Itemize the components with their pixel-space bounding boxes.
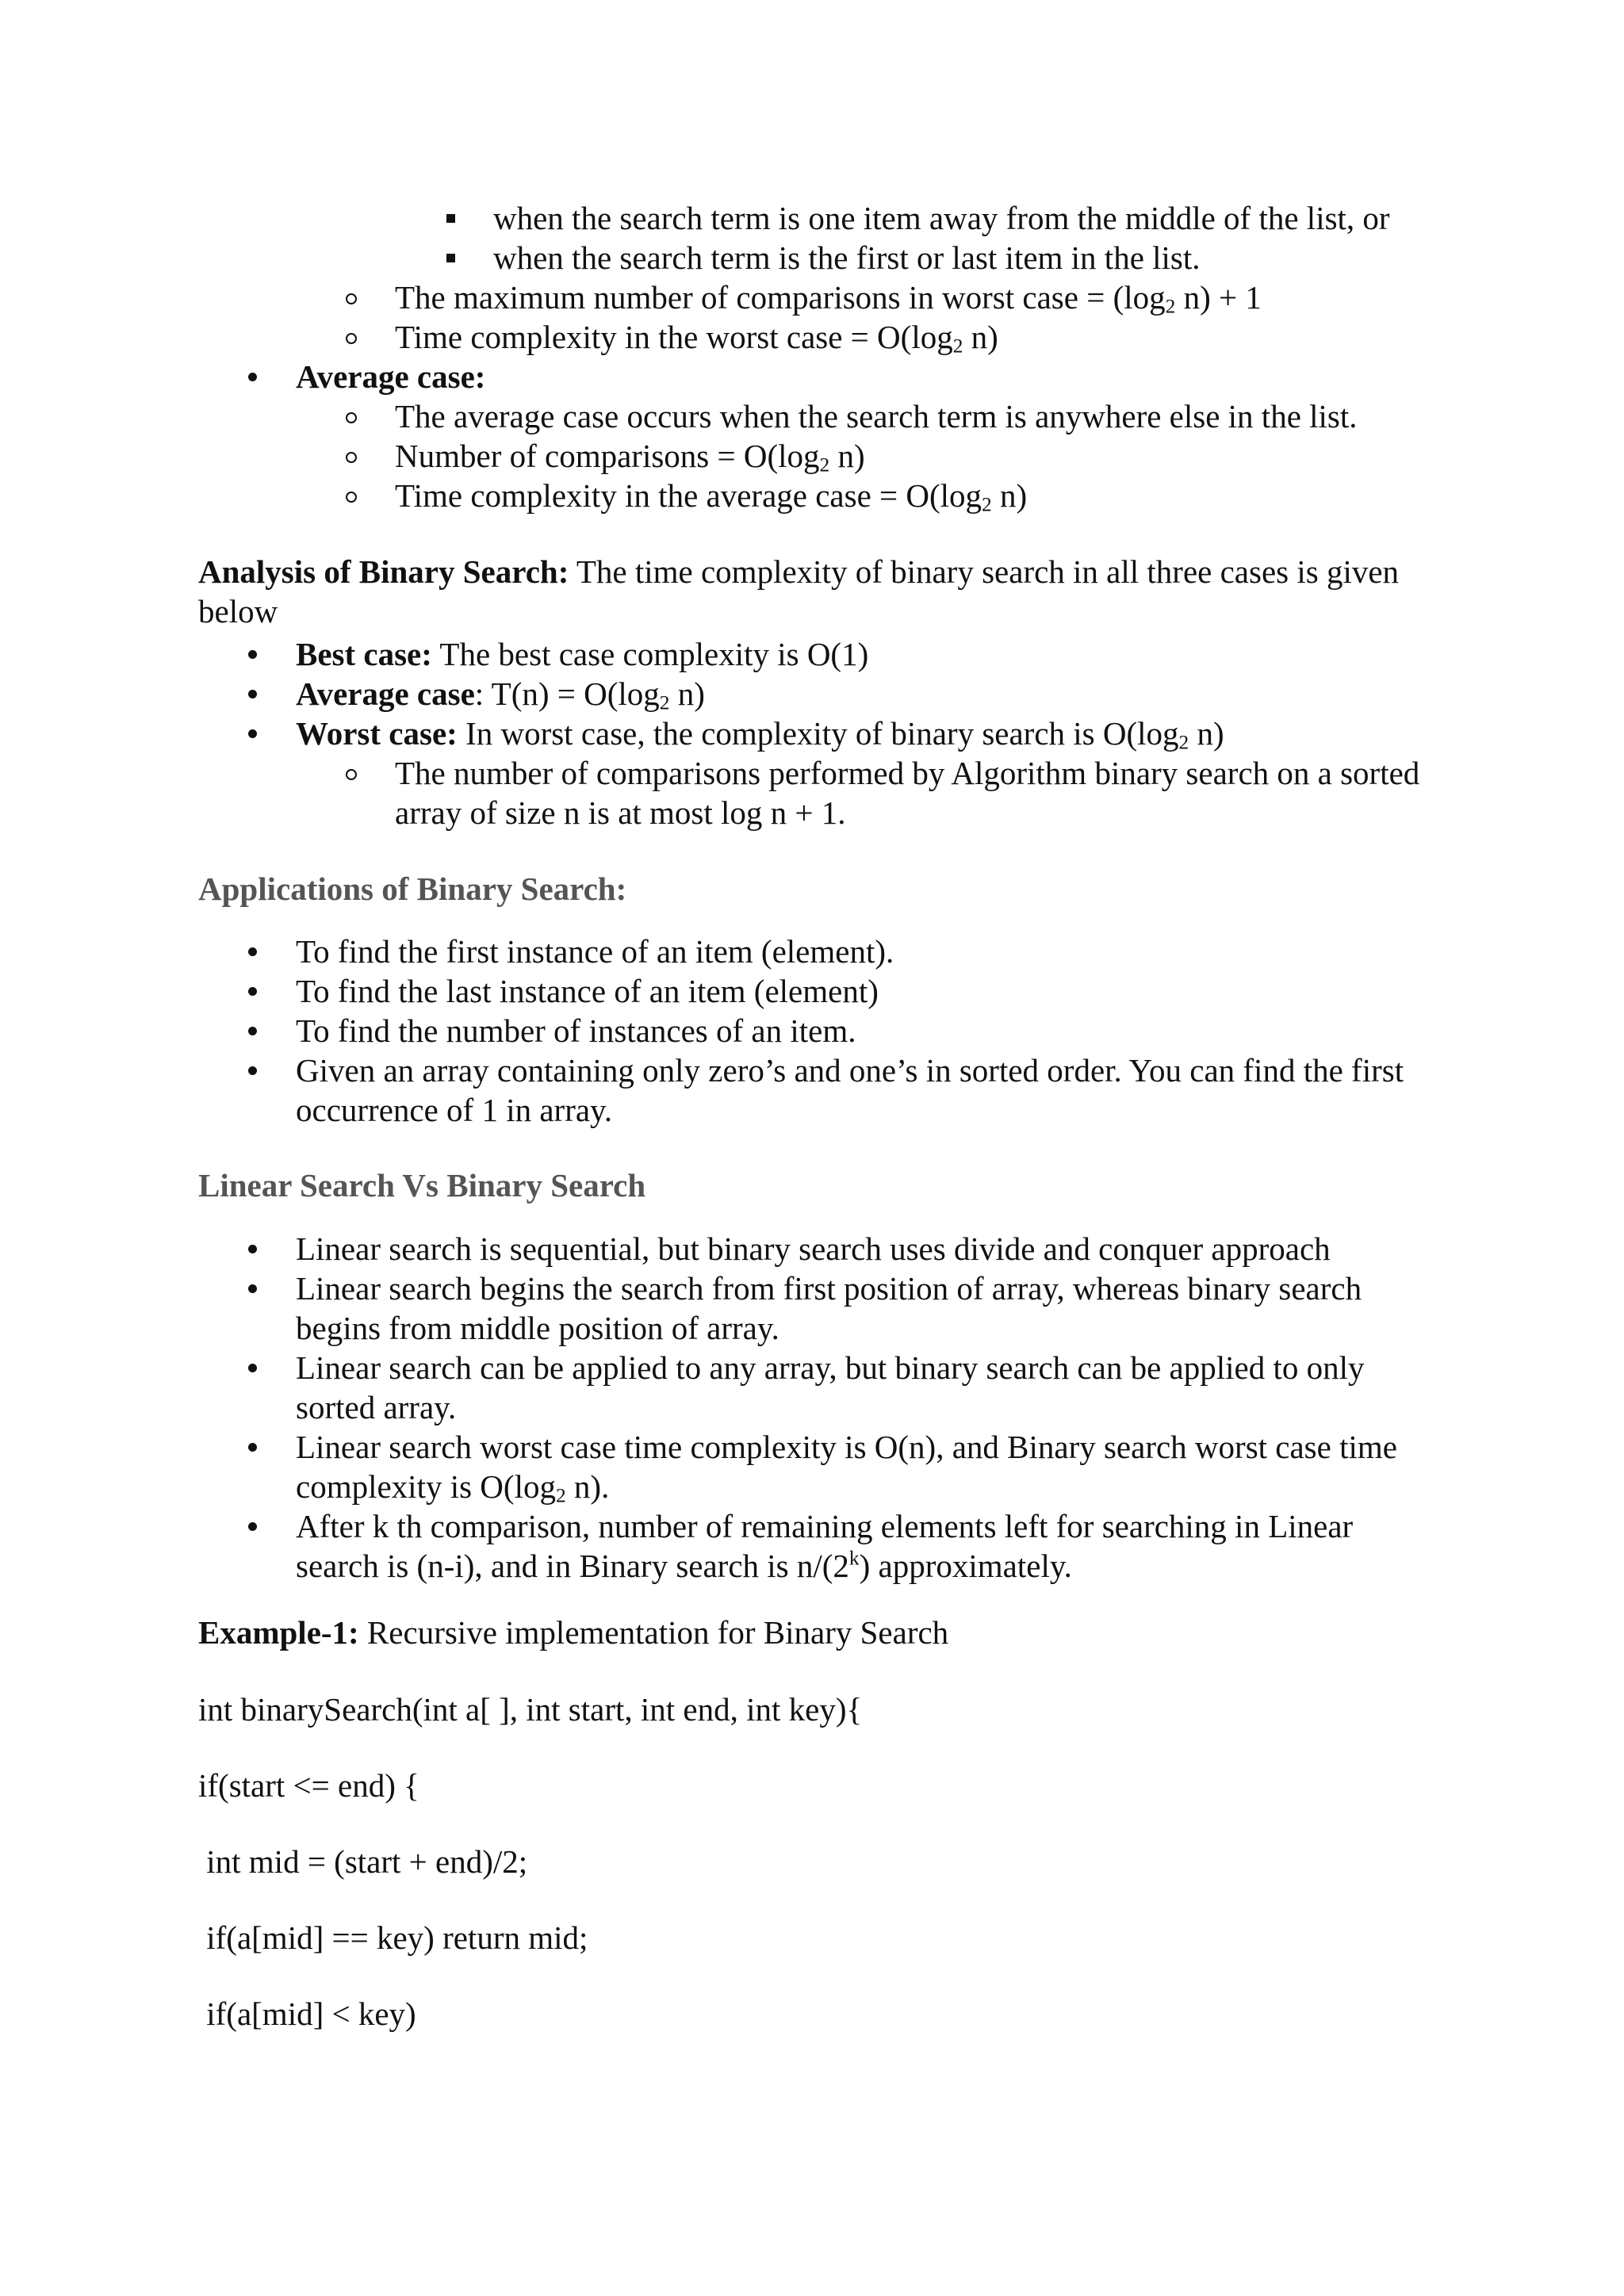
worst-case-condition-ends: when the search term is the first or last item in the list.: [493, 239, 1201, 276]
comparison-heading: Linear Search Vs Binary Search: [198, 1167, 646, 1203]
average-case-occurs: The average case occurs when the search term is anywhere else in the list.: [395, 398, 1358, 434]
bullet-dot: [248, 1245, 257, 1253]
worst-case-time-complexity: Time complexity in the worst case = $O(\log_2$ n): [395, 319, 998, 358]
comparison-item-cont: search is (n-i), and in Binary search is n/(2$^k$) approximately.: [296, 1547, 1072, 1584]
comparison-item: Linear search can be applied to any array, but binary search can be applied to only: [296, 1349, 1365, 1386]
average-case-label: Average case:: [296, 358, 486, 395]
circle-bullet: [346, 769, 357, 780]
circle-bullet: [346, 412, 357, 423]
bullet-dot: [248, 1443, 257, 1452]
comparison-item: Linear search worst case time complexity is O(n), and Binary search worst case time: [296, 1429, 1397, 1465]
bullet-dot: [248, 650, 257, 659]
analysis-paragraph-cont: below: [198, 593, 278, 629]
average-case-comparisons: Number of comparisons = $O(\log_2$ n): [395, 438, 865, 476]
application-item: To find the first instance of an item (element).: [296, 933, 894, 970]
comparison-item: After k th comparison, number of remaining elements left for searching in Linear: [296, 1508, 1354, 1544]
circle-bullet: [346, 333, 357, 344]
best-case-item: Best case: The best case complexity is O(1): [296, 636, 869, 672]
bullet-dot: [248, 1027, 257, 1035]
applications-heading: Applications of Binary Search:: [198, 871, 627, 907]
comparison-item-cont: complexity is $O(\log_2$ n).: [296, 1468, 610, 1507]
code-line: int mid = (start + end)/2;: [198, 1843, 528, 1880]
code-line: if(a[mid] == key) return mid;: [198, 1919, 588, 1956]
bullet-dot: [248, 690, 257, 698]
worst-case-item: Worst case: In worst case, the complexity of binary search is $O(\log_2$ n): [296, 715, 1224, 754]
circle-bullet: [346, 452, 357, 463]
average-case-item: Average case: $T(n) = O(\log_2$ n): [296, 675, 705, 714]
bullet-dot: [248, 373, 257, 381]
square-bullet: [446, 254, 455, 262]
code-line: int binarySearch(int a[ ], int start, int end, int key){: [198, 1691, 863, 1728]
bullet-dot: [248, 729, 257, 738]
worst-case-comparisons-note: The number of comparisons performed by Algorithm binary search on a sorted: [395, 755, 1420, 791]
bullet-dot: [248, 1522, 257, 1531]
bullet-dot: [248, 1066, 257, 1075]
example-heading: Example-1: Recursive implementation for Binary Search: [198, 1614, 949, 1651]
application-item: Given an array containing only zero’s and one’s in sorted order. You can find the first: [296, 1052, 1404, 1089]
bullet-dot: [248, 987, 257, 996]
comparison-item: Linear search begins the search from first position of array, whereas binary search: [296, 1270, 1362, 1307]
circle-bullet: [346, 293, 357, 304]
analysis-paragraph: Analysis of Binary Search: The time complexity of binary search in all three cases is given: [198, 553, 1400, 590]
circle-bullet: [346, 492, 357, 503]
code-line: if(a[mid] < key): [198, 1996, 416, 2032]
bullet-dot: [248, 947, 257, 956]
application-item: To find the last instance of an item (element): [296, 973, 879, 1009]
code-line: if(start <= end) {: [198, 1767, 419, 1804]
worst-case-max-comparisons: The maximum number of comparisons in worst case = ($\log_2$ n) + 1: [395, 279, 1262, 318]
bullet-dot: [248, 1364, 257, 1372]
comparison-item-cont: sorted array.: [296, 1389, 457, 1425]
comparison-item: Linear search is sequential, but binary search uses divide and conquer approach: [296, 1230, 1331, 1267]
application-item-cont: occurrence of 1 in array.: [296, 1092, 613, 1128]
bullet-dot: [248, 1284, 257, 1293]
square-bullet: [446, 214, 455, 223]
worst-case-condition-middle: when the search term is one item away from the middle of the list, or: [493, 200, 1390, 236]
comparison-item-cont: begins from middle position of array.: [296, 1310, 779, 1346]
average-case-time-complexity: Time complexity in the average case = $O(\log_2$ n): [395, 477, 1028, 516]
worst-case-comparisons-note-cont: array of size n is at most log n + 1.: [395, 794, 846, 831]
application-item: To find the number of instances of an item.: [296, 1012, 856, 1049]
